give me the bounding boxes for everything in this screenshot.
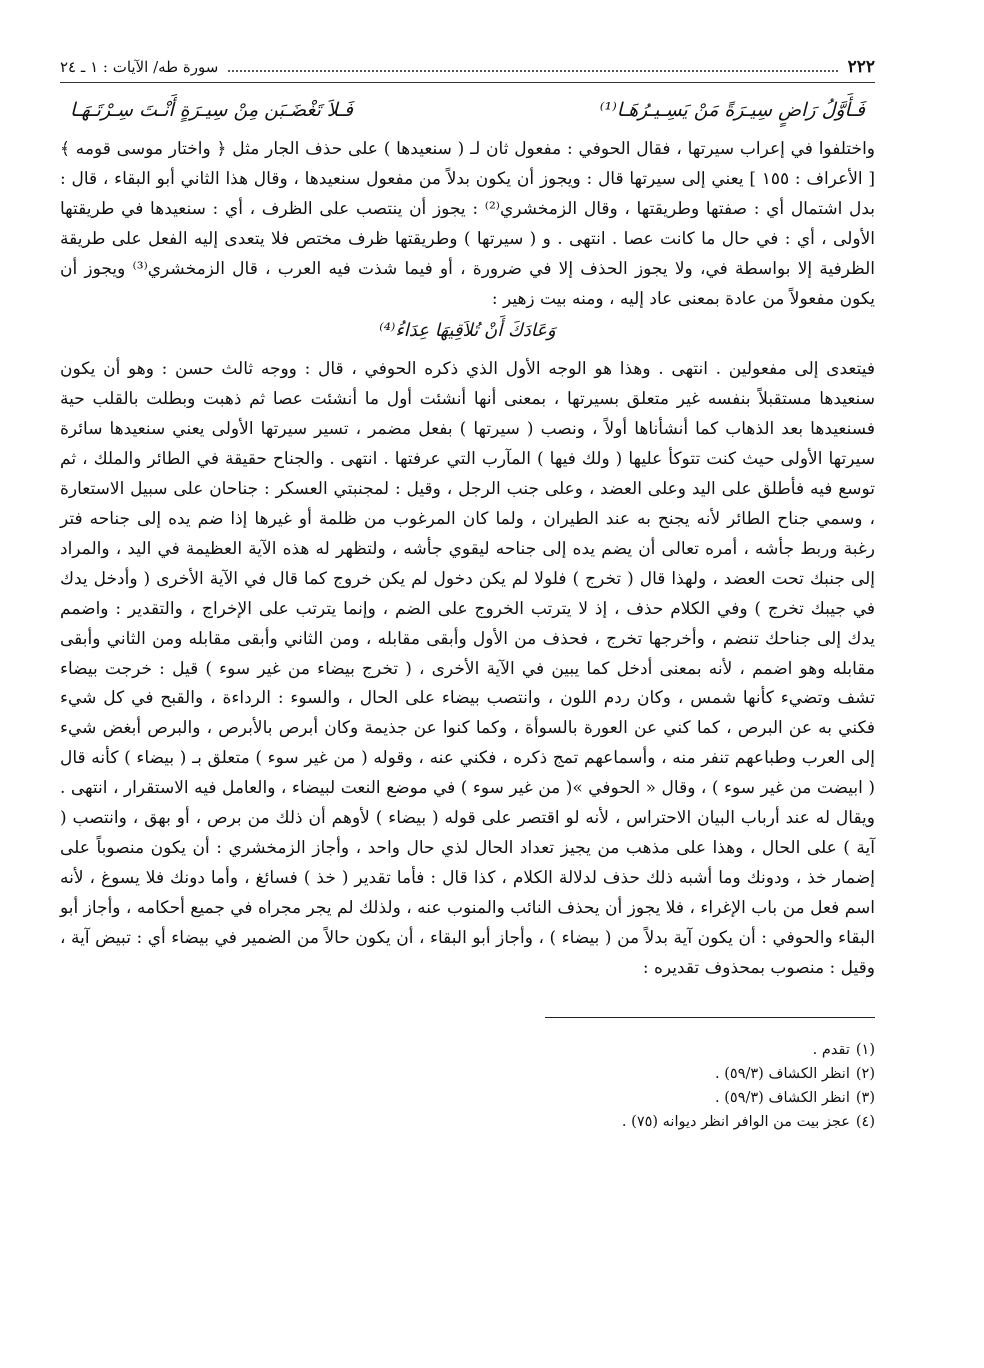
paragraph: واختلفوا في إعراب سيرتها ، فقال الحوفي : مفعول ثان لـ ( سنعيدها ) على حذف الجار مثل ﴿ واختار موسى قومه ﴾ [ الأعراف : ١٥٥ ] يعني إلى سيرتها قال : ويجوز أن يكون بدلاً من مفعول سنعيدها ، وقال هذا الثاني أبو البقاء ، قال : بدل اشتمال أي : صفتها وطريقتها ، وقال الزمخشري⁽²⁾ : يجوز أن ينتصب على الظرف ، أي : سنعيدها في طريقتها الأولى ، أي : في حال ما كانت عصا . انتهى . و ( سيرتها ) وطريقتها ظرف مختص فلا يتعدى إليه الفعل على طريقة الظرفية إلا بواسطة في، ولا يجوز الحذف إلا في ضرورة ، أو فيما شذت فيه العرب ، قال الزمخشري⁽³⁾ ويجوز أن يكون مفعولاً من عادة بمعنى عاد إليه ، ومنه بيت زهير : — [60, 139, 876, 309]
footnote-separator — [545, 1017, 875, 1018]
footnote-number: (٢) — [855, 1066, 875, 1083]
paragraph: فيتعدى إلى مفعولين . انتهى . وهذا هو الوجه الأول الذي ذكره الحوفي ، قال : ووجه ثالث حسن : وهو أن يكون سنعيدها مستقبلاً بنفسه غير متعلق بسيرتها ، بمعنى أنها أنشئت أول ما أنشئت عصا ثم ذهبت وبطلت بالقلب حية فسنعيدها بعد الذهاب كما أنشأناها أولاً ، ونصب ( سيرتها ) بفعل مضمر ، تسير سيرتها الأولى يعني سنعيدها سائرة سيرتها الأولى حيث كنت تتوكأ عليها ( ولك فيها ) المآرب التي عرفتها . انتهى . والجناح حقيقة في الطائر والملك ، ثم توسع فيه فأطلق على اليد وعلى العضد ، وعلى جنب الرجل ، وقيل : لمجنبتي العسكر : جناحان على سبيل الاستعارة ، وسمي جناح الطائر لأنه يجنح به عند الطيران ، ولما كان المرغوب من ظلمة أو غيرها إذا ضم يده إلى جناحه فتر رغبة وربط جأشه ، أمره تعالى أن يضم يده إلى جناحه ليقوي جأشه ، ولتظهر له هذه الآية العظيمة في اليد ، والمراد إلى جنبك تحت العضد ، ولهذا قال ( تخرج ) فلولا لم يكن دخول لم يكن خروج كما قال في الآية الأخرى ( وأدخل يدك في جيبك تخرج ) وفي الكلام حذف ، إذ لا يترتب الخروج على الضم ، وإنما يترتب على الإخراج ، والتقدير : واضمم يدك إلى جناحك تنضم ، وأخرجها تخرج ، فحذف من الأول وأبقى مقابله ، ومن الثاني وأبقى مقابله ومن الثاني وأبقى مقابله وهو اضمم ، لأنه بمعنى أدخل كما يبين في الآية الأخرى ، ( تخرج بيضاء من غير سوء ) قيل : خرجت بيضاء تشف وتضيء كأنها شمس ، وكان ردم اللون ، وانتصب بيضاء على الحال ، والسوء : الرداءة ، والقبح في كل شيء فكني به عن البرص ، كما كني عن العورة بالسوأة ، وكما كنوا عن جذيمة وكان أبرص بالأبرص ، والبرص أبغض شيء إلى العرب وطباعهم تنفر منه ، وأسماعهم تمج ذكره ، فكني عنه ، وقوله ( من غير سوء ) متعلق بـ ( بيضاء ) كأنه قال ( ابيضت من غير سوء ) ، وقال « الحوفي »( من غير سوء ) في موضع النعت لبيضاء ، والعامل فيه الاستقرار ، انتهى . ويقال له عند أرباب البيان الاحتراس ، لأنه لو اقتصر على قوله ( بيضاء ) لأوهم أن ذلك من برص ، أو بهق ، وانتصب ( آية ) على الحال ، وهذا على مذهب من يجيز تعداد الحال لذي حال واحد ، وأجاز الزمخشري : أن يكون منصوباً على إضمار خذ ، ودونك وما أشبه ذلك حذف لدلالة الكلام ، كذا قال : فأما تقدير ( خذ ) فسائغ ، وأما دونك فلا يسوغ ، لأنه اسم فعل من باب الإغراء ، فلا يجوز أن يحذف النائب والمنوب عنه ، ولذلك لم يجر مجراه في جميع أحكامه ، وأجاز أبو البقاء والحوفي : أن يكون آية بدلاً من ( بيضاء ) ، وأجاز أبو البقاء ، أن يكون حالاً من الضمير في بيضاء أي : تبيض آية ، وقيل : منصوب بمحذوف تقديره : — [60, 359, 875, 978]
quoted-verse: وَعَادَكَ أَنْ تُلاَقِيهَا عِدَاءُ⁽⁴⁾ — [379, 320, 556, 342]
page-number: ٢٢٢ — [847, 57, 875, 77]
footnote — [60, 1086, 875, 1110]
footnote — [60, 1062, 875, 1086]
footnote-text: عجز بيت من الوافر انظر ديوانه (٧٥) . — [621, 1114, 850, 1131]
poetry-verse — [60, 93, 875, 135]
footnote-text: انظر الكشاف (٥٩/٣) . — [715, 1090, 850, 1107]
footnote — [60, 1110, 875, 1134]
footnote — [60, 1038, 875, 1062]
header-dotted-leader — [228, 70, 837, 72]
book-page — [60, 52, 875, 1332]
main-text — [60, 135, 875, 983]
footnote-number: (١) — [855, 1042, 875, 1059]
verse-right-hemistich: فَـأَوَّلُ رَاضٍ سِيـرَةً مَنْ يَسِـيـرُهَـا⁽¹⁾ — [599, 99, 865, 121]
footnotes — [60, 1038, 875, 1134]
footnote-text: انظر الكشاف (٥٩/٣) . — [715, 1066, 850, 1083]
running-header — [60, 52, 875, 83]
surah-title: سورة طه/ الآيات : ١ ـ ٢٤ — [60, 58, 219, 76]
verse-left-hemistich: فَـلاَ تَغْضَـبَن مِنْ سِيـرَةٍ أَنْـتَ سِـرْتَـهَـا — [70, 99, 353, 121]
footnote-number: (٤) — [855, 1114, 875, 1131]
footnote-text: تقدم . — [812, 1042, 850, 1059]
footnote-number: (٣) — [855, 1090, 875, 1107]
